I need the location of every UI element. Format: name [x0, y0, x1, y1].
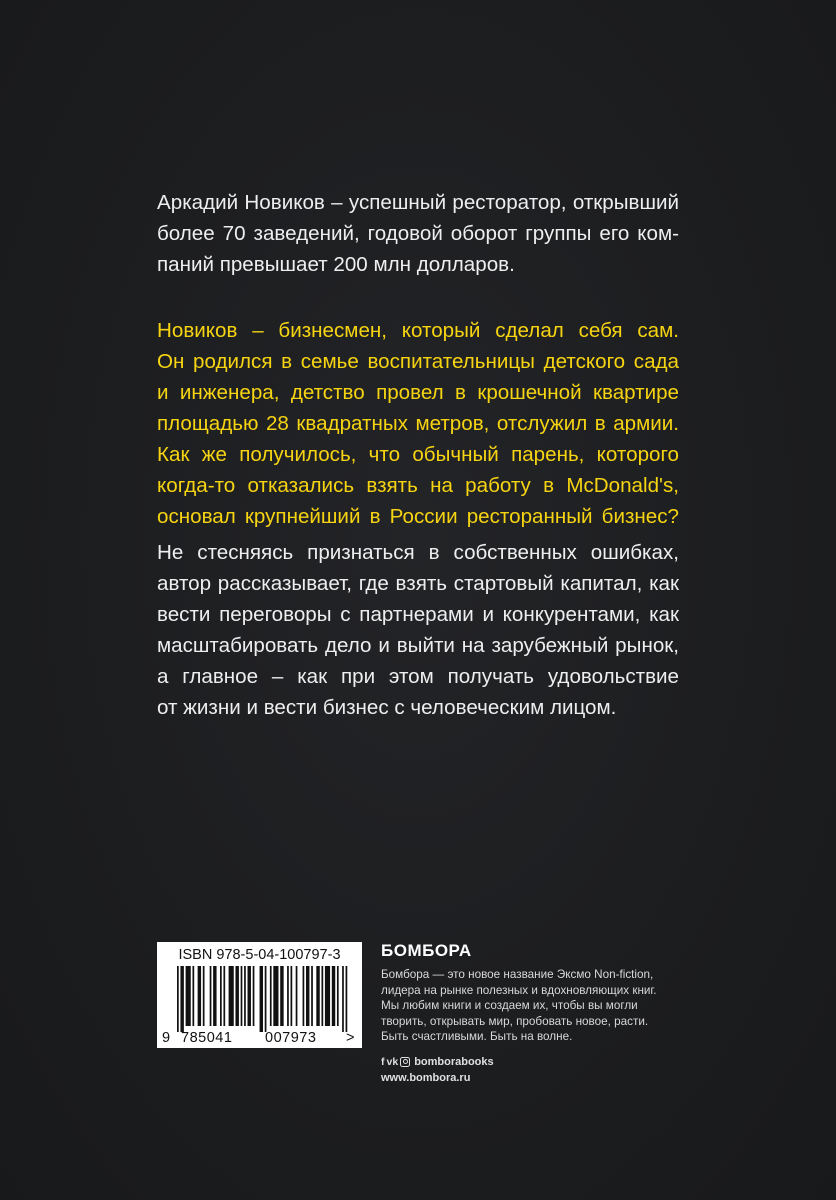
barcode-bar — [296, 966, 298, 1026]
barcode-bar — [253, 966, 255, 1026]
text-line: а главное – как при этом получать удовольствие — [157, 665, 679, 688]
text-line: автор рассказывает, где взять стартовый капитал, как — [157, 572, 679, 595]
text-line: основал крупнейший в России ресторанный бизнес? — [157, 505, 679, 528]
barcode-bar — [229, 966, 234, 1026]
barcode-bar — [213, 966, 216, 1026]
text-line: когда-то отказались взять на работу в McDonald's, — [157, 474, 679, 497]
barcode-bar — [180, 966, 183, 1032]
description-line: Быть счастливыми. Быть на волне. — [381, 1030, 573, 1043]
facebook-icon[interactable]: f — [381, 1055, 385, 1068]
publisher-description — [381, 967, 681, 1045]
text-line: Не стесняясь признаться в собственных ошибках, — [157, 541, 679, 564]
isbn-digit-group-1: 785041 — [181, 1030, 233, 1046]
barcode-icon — [177, 966, 349, 1032]
barcode-bar — [241, 966, 243, 1026]
description-line: Бомбора — это новое название Эксмо Non-fiction, — [381, 968, 654, 981]
barcode-bar — [321, 966, 323, 1026]
text-line: Новиков – бизнесмен, который сделал себя сам. — [157, 319, 679, 342]
barcode-bar — [316, 966, 319, 1026]
barcode-bar — [325, 966, 330, 1026]
publisher-block — [381, 941, 681, 1084]
barcode-bar — [248, 966, 251, 1026]
barcode-bar — [177, 966, 179, 1032]
barcode-bar — [210, 966, 212, 1026]
social-links — [381, 1056, 681, 1068]
barcode-bar — [303, 966, 305, 1026]
barcode-bar — [223, 966, 225, 1026]
barcode-bar — [332, 966, 335, 1026]
isbn-barcode-box — [157, 942, 362, 1048]
barcode-bar — [186, 966, 191, 1026]
text-line: Как же получилось, что обычный парень, которого — [157, 443, 679, 466]
barcode-bar — [280, 966, 283, 1026]
text-line: Аркадий Новиков – успешный ресторатор, открывший — [157, 191, 679, 214]
summary-paragraph — [157, 537, 679, 723]
barcode-bar — [287, 966, 289, 1026]
text-line: и инженера, детство провел в крошечной квартире — [157, 381, 679, 404]
text-line: вести переговоры с партнерами и конкурентами, как — [157, 603, 679, 626]
website-link[interactable]: www.bombora.ru — [381, 1071, 471, 1084]
text-line: более 70 заведений, годовой оборот группы его ком- — [157, 222, 679, 245]
barcode-bar — [346, 966, 348, 1032]
barcode-bar — [198, 966, 201, 1026]
description-line: Мы любим книги и создаем их, чтобы вы могли — [381, 999, 638, 1012]
barcode-bar — [291, 966, 293, 1026]
social-handle[interactable]: bomborabooks — [414, 1055, 494, 1068]
publisher-logo: БОМБОРА — [381, 941, 472, 960]
text-line: от жизни и вести бизнес с человеческим лицом. — [157, 696, 617, 719]
text-line: площадью 28 квадратных метров, отслужил в армии. — [157, 412, 679, 435]
barcode-bar — [203, 966, 205, 1026]
isbn-digit-group-2: 007973 — [265, 1030, 317, 1046]
barcode-bar — [244, 966, 246, 1026]
barcode-bar — [260, 966, 263, 1032]
barcode-bar — [273, 966, 278, 1026]
barcode-bar — [235, 966, 238, 1026]
vk-icon[interactable]: vk — [386, 1055, 399, 1068]
isbn-digit-arrow: > — [346, 1030, 355, 1046]
text-line: масштабировать дело и выйти на зарубежный рынок, — [157, 634, 679, 657]
description-line: творить, открывать мир, пробовать новое, расти. — [381, 1014, 649, 1028]
isbn-label: ISBN 978-5-04-100797-3 — [178, 947, 341, 963]
barcode-bar — [311, 966, 313, 1026]
description-line: лидера на рынке полезных и вдохновляющих книг. — [381, 983, 657, 997]
barcode-bar — [265, 966, 267, 1032]
text-line: Он родился в семье воспитательницы детского сада — [157, 350, 679, 373]
isbn-digit-first: 9 — [162, 1030, 171, 1046]
barcode-bar — [270, 966, 272, 1026]
barcode-bar — [220, 966, 222, 1026]
barcode-bar — [337, 966, 339, 1026]
barcode-bar — [342, 966, 344, 1032]
barcode-bar — [306, 966, 309, 1026]
instagram-icon[interactable] — [400, 1057, 410, 1067]
highlight-paragraph — [157, 315, 679, 532]
text-line: паний превышает 200 млн долларов. — [157, 253, 515, 276]
intro-paragraph — [157, 187, 679, 280]
barcode-bar — [192, 966, 194, 1026]
